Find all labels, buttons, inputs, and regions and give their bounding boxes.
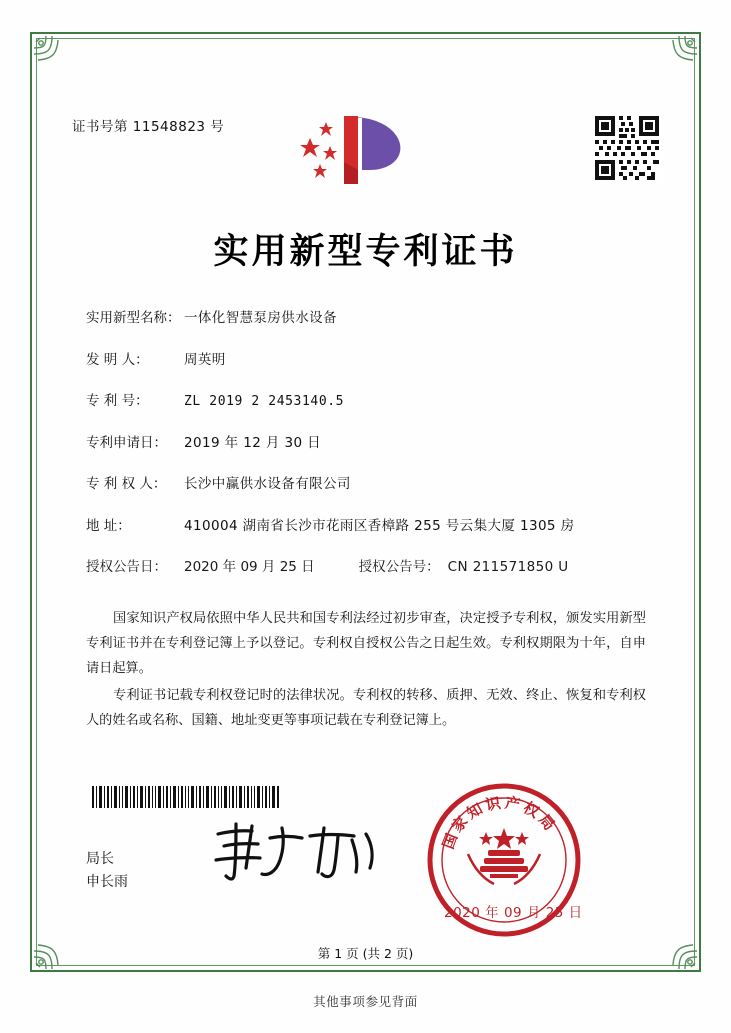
corner-ornament-icon xyxy=(653,34,699,80)
field-row xyxy=(86,514,646,534)
field-row xyxy=(86,431,646,451)
field-list xyxy=(86,306,646,575)
field-label: 实用新型名称： xyxy=(86,310,181,326)
paragraph: 国家知识产权局依照中华人民共和国专利法经过初步审查，决定授予专利权，颁发实用新型专利证书并在专利登记簿上予以登记。专利权自授权公告之日起生效。专利权期限为十年，自申请日起算。 xyxy=(86,611,646,676)
field-label: 地 址： xyxy=(86,517,131,534)
field-row xyxy=(86,472,646,492)
handwritten-signature xyxy=(206,818,386,888)
cnipa-logo-icon xyxy=(300,108,410,192)
grant-date-value: 2020 年 09 月 25 日 xyxy=(184,559,315,575)
corner-ornament-icon xyxy=(32,34,78,80)
qr-code-icon xyxy=(591,112,663,184)
field-value: 长沙中赢供水设备有限公司 xyxy=(184,476,351,492)
grant-number-value: CN 211571850 U xyxy=(447,559,569,575)
grant-date-label: 授权公告日： xyxy=(86,559,167,575)
certificate-number: 证书号第 11548823 号 xyxy=(72,119,225,135)
barcode-icon xyxy=(92,786,282,808)
field-row xyxy=(86,306,646,326)
field-label: 专 利 权 人： xyxy=(86,476,167,492)
field-label: 发 明 人： xyxy=(86,351,149,368)
field-value: 一体化智慧泵房供水设备 xyxy=(184,310,337,326)
seal-date: 2020 年 09 月 25 日 xyxy=(444,905,583,921)
legal-text xyxy=(86,606,646,735)
grant-row xyxy=(86,555,646,575)
field-row xyxy=(86,389,646,409)
field-label: 专利申请日： xyxy=(86,434,167,451)
signature-name: 申长雨 xyxy=(86,874,128,890)
field-row xyxy=(86,348,646,368)
field-value: 410004 湖南省长沙市花雨区香樟路 255 号云集大厦 1305 房 xyxy=(184,517,575,534)
page-number: 第 1 页 (共 2 页) xyxy=(317,946,414,961)
field-value: 周英明 xyxy=(184,351,226,368)
grant-number-label: 授权公告号： xyxy=(358,559,440,575)
paragraph: 专利证书记载专利权登记时的法律状况。专利权的转移、质押、无效、终止、恢复和专利权人的姓名或名称、国籍、地址变更等事项记载在专利登记簿上。 xyxy=(86,688,646,728)
page-title: 实用新型专利证书 xyxy=(213,232,518,272)
svg-text:国家知识产权局: 国家知识产权局 xyxy=(439,793,561,852)
field-label: 专 利 号： xyxy=(86,393,149,409)
field-value: ZL 2019 2 2453140.5 xyxy=(184,394,345,409)
signature-role: 局长 xyxy=(86,851,114,867)
signature-block xyxy=(86,848,128,894)
field-value: 2019 年 12 月 30 日 xyxy=(184,434,322,451)
footnote: 其他事项参见背面 xyxy=(313,994,418,1009)
